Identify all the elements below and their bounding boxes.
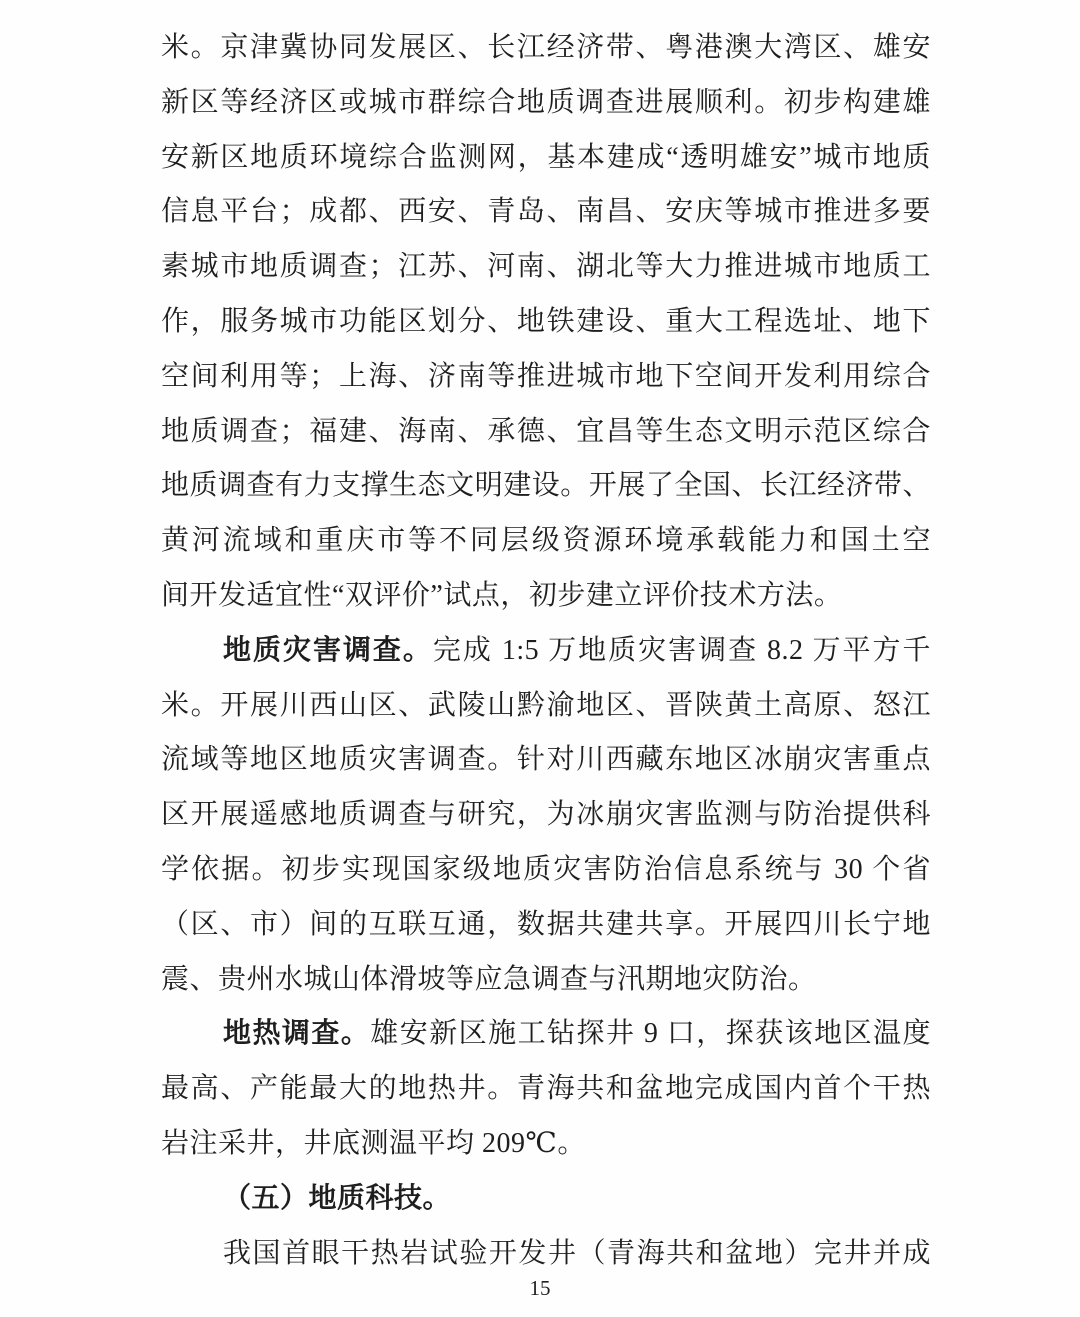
text-line: （区、市）间的互联互通，数据共建共享。开展四川长宁地 [161,908,931,940]
bold-run-in-heading: 地质灾害调查。 [223,634,433,666]
text-line: 黄河流域和重庆市等不同层级资源环境承载能力和国土空 [161,525,931,557]
text-line: 地热调查。雄安新区施工钻探井 9 口，探获该地区温度 [223,1018,931,1050]
text-line: 作，服务城市功能区划分、地铁建设、重大工程选址、地下 [161,305,931,337]
text-line: 安新区地质环境综合监测网，基本建成“透明雄安”城市地质 [161,141,931,173]
text-line: 间开发适宜性“双评价”试点，初步建立评价技术方法。 [161,579,843,611]
text-line: 米。京津冀协同发展区、长江经济带、粤港澳大湾区、雄安 [161,32,931,63]
text-line: 学依据。初步实现国家级地质灾害防治信息系统与 30 个省 [161,853,931,885]
text-line: 新区等经济区或城市群综合地质调查进展顺利。初步构建雄 [161,86,931,118]
text-line: 我国首眼干热岩试验开发井（青海共和盆地）完井并成 [223,1237,931,1269]
text-line: 信息平台；成都、西安、青岛、南昌、安庆等城市推进多要 [161,196,931,228]
bold-run-in-heading: （五）地质科技。 [223,1182,452,1214]
text-line: 米。开展川西山区、武陵山黔渝地区、晋陕黄土高原、怒江 [161,689,931,721]
bold-run-in-heading: 地热调查。 [223,1018,371,1050]
text-line [161,1172,931,1227]
document-body [161,21,931,1281]
text-line: 区开展遥感地质调查与研究，为冰崩灾害监测与防治提供科 [161,799,931,831]
text-line: 地质调查；福建、海南、承德、宜昌等生态文明示范区综合 [161,415,931,447]
text-line: 震、贵州水城山体滑坡等应急调查与汛期地灾防治。 [161,963,817,995]
page-number: 15 [529,1276,551,1300]
text-line: 岩注采井，井底测温平均 209℃。 [161,1127,586,1159]
text-line: 最高、产能最大的地热井。青海共和盆地完成国内首个干热 [161,1073,931,1105]
text-line: 空间利用等；上海、济南等推进城市地下空间开发利用综合 [161,360,931,392]
text-line: 地质调查有力支撑生态文明建设。开展了全国、长江经济带、 [161,470,931,502]
text-line: 流域等地区地质灾害调查。针对川西藏东地区冰崩灾害重点 [161,744,931,776]
text-line: 地质灾害调查。完成 1:5 万地质灾害调查 8.2 万平方千 [223,634,931,666]
text-line: 素城市地质调查；江苏、河南、湖北等大力推进城市地质工 [161,251,931,283]
